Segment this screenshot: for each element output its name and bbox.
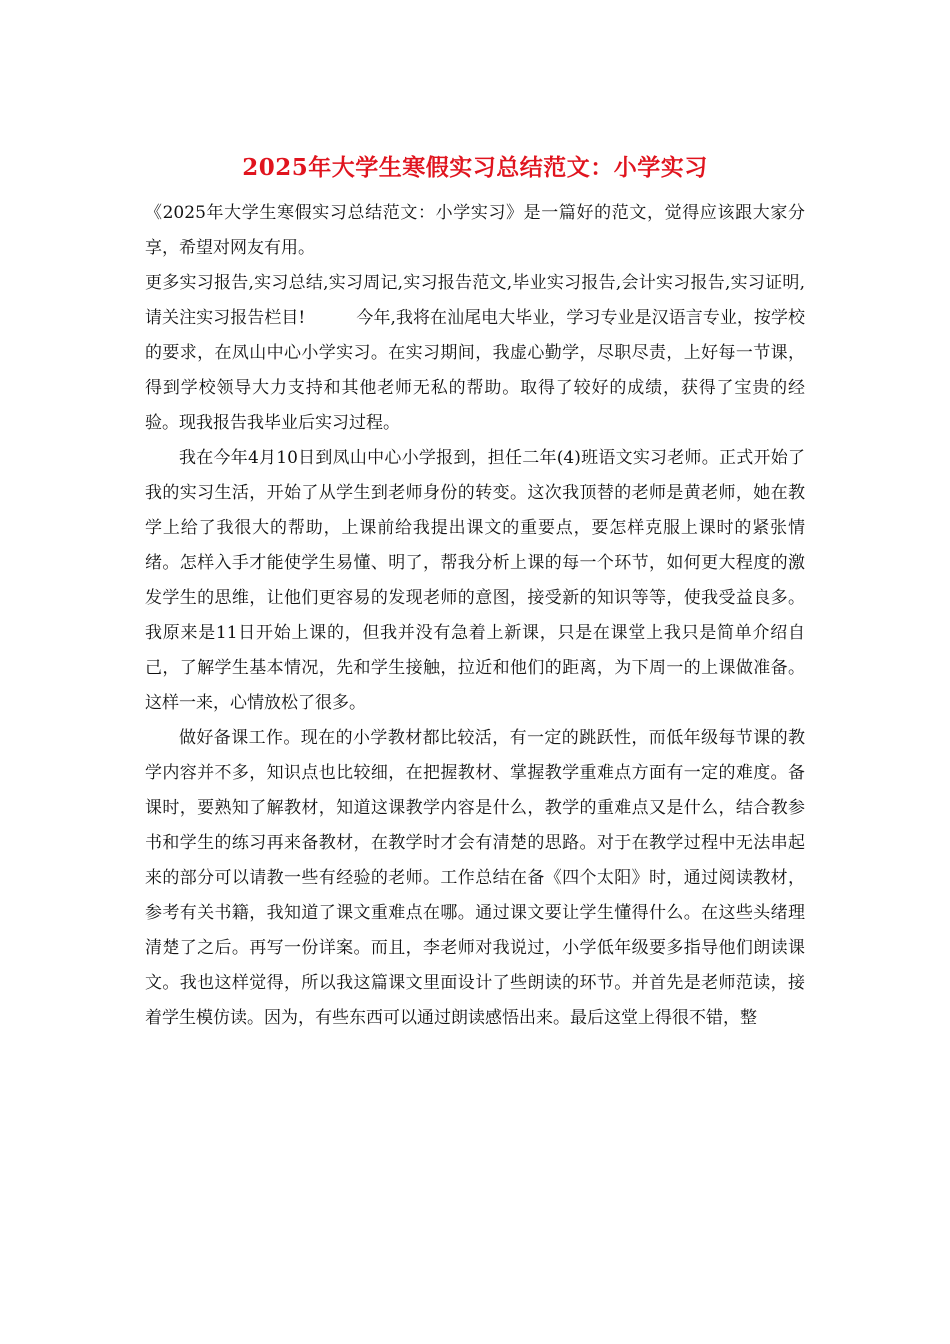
intro-paragraph: 《2025年大学生寒假实习总结范文：小学实习》是一篇好的范文，觉得应该跟大家分享，希望对网友有用。 bbox=[145, 203, 805, 258]
overview-paragraph: 更多实习报告,实习总结,实习周记,实习报告范文,毕业实习报告,会计实习报告,实习证明,请关注实习报告栏目! 今年,我将在汕尾电大毕业，学习专业是汉语言专业，按学校的要求，在凤山中心小学实习。在实习期间，我虚心勤学，尽职尽责，上好每一节课，得到学校领导大力支持和其他老师无私的帮助。取得了较好的成绩，获得了宝贵的经验。现我报告我毕业后实习过程。 bbox=[145, 273, 805, 433]
body-paragraph-arrival: 我在今年4月10日到凤山中心小学报到，担任二年(4)班语文实习老师。正式开始了我的实习生活，开始了从学生到老师身份的转变。这次我顶替的老师是黄老师，她在教学上给了我很大的帮助，上课前给我提出课文的重要点，要怎样克服上课时的紧张情绪。怎样入手才能使学生易懂、明了，帮我分析上课的每一个环节，如何更大程度的激发学生的思维，让他们更容易的发现老师的意图，接受新的知识等等，使我受益良多。我原来是11日开始上课的，但我并没有急着上新课，只是在课堂上我只是简单介绍自己，了解学生基本情况，先和学生接触，拉近和他们的距离，为下周一的上课做准备。这样一来，心情放松了很多。 bbox=[145, 448, 805, 713]
document-body bbox=[145, 196, 805, 1036]
document-title: 2025年大学生寒假实习总结范文：小学实习 bbox=[242, 154, 708, 181]
body-paragraph-preparation: 做好备课工作。现在的小学教材都比较活，有一定的跳跃性，而低年级每节课的教学内容并不多，知识点也比较细，在把握教材、掌握教学重难点方面有一定的难度。备课时，要熟知了解教材，知道这课教学内容是什么，教学的重难点又是什么，结合教参书和学生的练习再来备教材，在教学时才会有清楚的思路。对于在教学过程中无法串起来的部分可以请教一些有经验的老师。工作总结在备《四个太阳》时，通过阅读教材，参考有关书籍，我知道了课文重难点在哪。通过课文要让学生懂得什么。在这些头绪理清楚了之后。再写一份详案。而且，李老师对我说过，小学低年级要多指导他们朗读课文。我也这样觉得，所以我这篇课文里面设计了些朗读的环节。并首先是老师范读，接着学生模仿读。因为，有些东西可以通过朗读感悟出来。最后这堂上得很不错，整 bbox=[145, 728, 805, 1028]
